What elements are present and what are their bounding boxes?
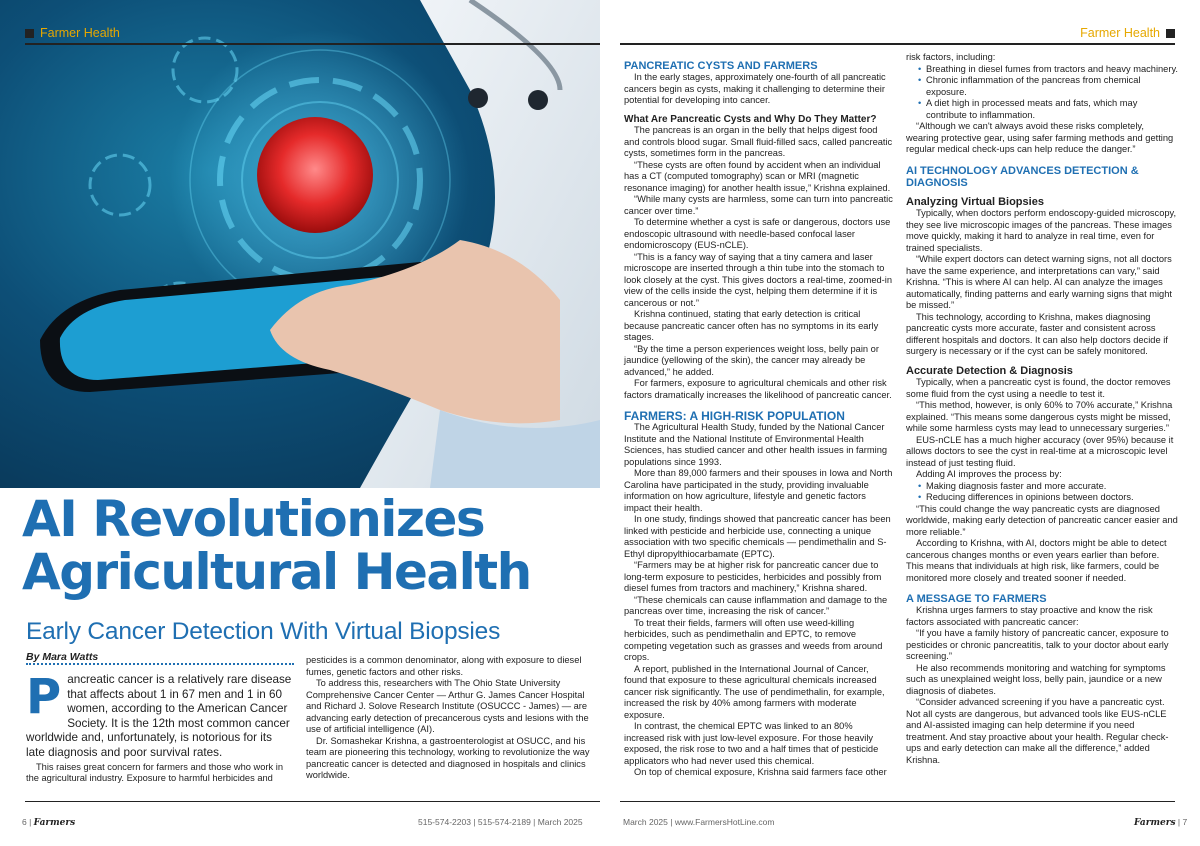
column-4 bbox=[906, 52, 1178, 766]
list-item: • A diet high in processed meats and fats, which may contribute to inflammation. bbox=[918, 98, 1178, 121]
section-header-right bbox=[1080, 25, 1175, 41]
paragraph: “These chemicals can cause inflammation and damage to the pancreas over time, increasing the risk of cancer.” bbox=[624, 594, 888, 616]
subsection-heading: Accurate Detection & Diagnosis bbox=[906, 364, 1073, 377]
byline: By Mara Watts bbox=[26, 651, 99, 663]
list-item: • Making diagnosis faster and more accurate. bbox=[918, 481, 1178, 493]
paragraph: EUS-nCLE has a much higher accuracy (over 95%) because it allows doctors to see the cyst in real-time at a microscopic level instead of just testing fluid. bbox=[906, 434, 1174, 468]
paragraph: Typically, when doctors perform endoscopy-guided microscopy, they see live microscopic images of the pancreas. These images move quickly, making it hard to analyze in real time, even for trained specialists. bbox=[906, 208, 1177, 253]
divider bbox=[25, 43, 600, 45]
list-item: • Breathing in diesel fumes from tractors and heavy machinery. bbox=[918, 64, 1178, 76]
paragraph: This raises great concern for farmers and those who work in the agricultural industry. Exposure to harmful herbicides and bbox=[26, 761, 283, 784]
column-2 bbox=[306, 655, 594, 782]
paragraph: Krishna urges farmers to stay proactive and know the risk factors associated with pancreatic cancer: bbox=[906, 605, 1153, 627]
paragraph: To determine whether a cyst is safe or dangerous, doctors use endoscopic ultrasound with needle-based confocal laser endomicroscopy (EUS-nCLE). bbox=[624, 217, 891, 250]
section-label: Farmer Health bbox=[40, 26, 120, 40]
paragraph: The Agricultural Health Study, funded by the National Cancer Institute and the National Institute of Environmental Health Sciences, has studied cancer and other health issues in farming populations since 1993. bbox=[624, 422, 888, 467]
paragraph: risk factors, including: bbox=[906, 52, 996, 62]
paragraph: “This is a fancy way of saying that a tiny camera and laser microscope are inserted through a thin tube into the stomach to look closely at the cyst. This gives doctors a real-time, zoomed-in view of the cells inside the cyst, helping them determine if it is cancerous or not.” bbox=[624, 251, 892, 308]
section-header-left bbox=[25, 25, 120, 41]
paragraph: “While many cysts are harmless, some can turn into pancreatic cancer over time.” bbox=[624, 194, 893, 216]
footer-contact: 515-574-2203 | 515-574-2189 | March 2025 bbox=[418, 817, 583, 827]
paragraph: A report, published in the International Journal of Cancer, found that exposure to these agricultural chemicals increased cancer risk significantly. The use of pendimethalin, for example, increased the risk by 40% among farmers with moderate exposure. bbox=[624, 663, 885, 720]
paragraph: To treat their fields, farmers will often use weed-killing herbicides, such as pendimethalin and EPTC, to remove competing vegetation such as grasses and weeds from around crops. bbox=[624, 617, 883, 662]
paragraph: “This method, however, is only 60% to 70% accurate,” Krishna explained. “This means some dangerous cysts might be missed, while some harmless cysts may lead to unnecessary surgeries.” bbox=[906, 400, 1173, 433]
risk-factor-list bbox=[906, 64, 1178, 122]
divider bbox=[25, 801, 600, 802]
paragraph: “This could change the way pancreatic cysts are diagnosed worldwide, making early detection of pancreatic cancer easier and more reliable.” bbox=[906, 503, 1178, 537]
paragraph: On top of chemical exposure, Krishna said farmers face other bbox=[634, 767, 887, 777]
paragraph: pesticides is a common denominator, along with exposure to diesel fumes, genetic factors and other risks. bbox=[306, 655, 582, 677]
paragraph: “By the time a person experiences weight loss, belly pain or jaundice (yellowing of the skin), the cancer may already be advanced,” he added. bbox=[624, 343, 879, 377]
paragraph: “Farmers may be at higher risk for pancreatic cancer due to long-term exposure to pesticides, herbicides and possibly from diesel fumes from tractors and machinery,” Krishna shared. bbox=[624, 560, 882, 593]
paragraph: In contrast, the chemical EPTC was linked to an 80% increased risk with just low-level exposure. For those heavily exposed, the risk rose to two and a half times that of pesticide applicators who had never used this chemical. bbox=[624, 721, 879, 766]
page-number: 6 bbox=[22, 817, 27, 827]
paragraph: Krishna continued, stating that early detection is critical because pancreatic cancer often has no symptoms in its early stages. bbox=[624, 309, 879, 342]
lead-paragraph bbox=[26, 669, 292, 785]
improvement-list bbox=[906, 481, 1178, 504]
title-line: AI Revolutionizes bbox=[22, 490, 485, 548]
section-label: Farmer Health bbox=[1080, 26, 1160, 40]
paragraph: Typically, when a pancreatic cyst is found, the doctor removes some fluid from the cyst using a needle to test it. bbox=[906, 377, 1171, 399]
footer-site: March 2025 | www.FarmersHotLine.com bbox=[623, 817, 775, 827]
section-heading: PANCREATIC CYSTS AND FARMERS bbox=[624, 60, 818, 72]
paragraph: More than 89,000 farmers and their spouses in Iowa and North Carolina have participated in the study, providing invaluable information on how agriculture, lifestyle and genetic factors impact their health. bbox=[624, 468, 893, 513]
hero-image bbox=[0, 0, 600, 488]
tablet-cell-illustration bbox=[0, 0, 600, 488]
article-subtitle: Early Cancer Detection With Virtual Biopsies bbox=[26, 618, 501, 645]
list-item: • Chronic inflammation of the pancreas from chemical exposure. bbox=[918, 75, 1178, 98]
paragraph: The pancreas is an organ in the belly that helps digest food and controls blood sugar. Small fluid-filled sacs, called pancreatic cysts, sometimes form in the pancreas. bbox=[624, 125, 893, 158]
dotted-divider bbox=[26, 663, 294, 665]
section-heading: FARMERS: A HIGH-RISK POPULATION bbox=[624, 409, 845, 423]
paragraph: “While expert doctors can detect warning signs, not all doctors have the same experience, and interpretations can vary,” said Krishna. “This is where AI can help. AI can analyze the images automatically, finding patterns and early warning signs that might be missed.” bbox=[906, 254, 1172, 310]
paragraph: “Consider advanced screening if you have a pancreatic cyst. Not all cysts are dangerous, but advanced tools like EUS-nCLE and AI-assisted imaging can help determine if you need treatment. And stay proactive about your health. Regular check-ups and early detection can make all the difference,” added Krishna. bbox=[906, 697, 1169, 765]
paragraph: He also recommends monitoring and watching for symptoms such as unexplained weight loss, belly pain, jaundice or a new diagnosis of diabetes. bbox=[906, 662, 1166, 696]
paragraph: This technology, according to Krishna, makes diagnosing pancreatic cysts more accurate, faster and consistent across different hospitals and doctors. It can also help doctors decide if surgery is necessary or if the cyst can be safely monitored. bbox=[906, 311, 1168, 356]
article-title bbox=[22, 490, 602, 601]
brand-logo: Farmers bbox=[33, 818, 76, 828]
header-square-icon bbox=[1166, 29, 1175, 38]
paragraph: According to Krishna, with AI, doctors might be able to detect cancerous changes months or even years earlier than before. This means that individuals at high risk, like farmers, could be monitored more closely and treated sooner if needed. bbox=[906, 538, 1167, 583]
brand-logo: Farmers bbox=[1134, 818, 1176, 828]
lead-text: ancreatic cancer is a relatively rare disease that affects about 1 in 67 men and 1 in 60 women, according to the American Cancer Society. It is the 12th most common cancer worldwide and, unfortunately, is notorious for its late diagnosis and poor survival rates. bbox=[26, 673, 292, 759]
page-number: 7 bbox=[1182, 817, 1188, 827]
footer-left: 6 | Farmers bbox=[22, 817, 76, 828]
column-3 bbox=[624, 52, 894, 779]
title-line: Agricultural Health bbox=[22, 543, 531, 601]
divider bbox=[620, 801, 1175, 802]
divider bbox=[620, 43, 1175, 45]
section-heading: AI TECHNOLOGY ADVANCES DETECTION & DIAGNOSIS bbox=[906, 164, 1139, 189]
section-heading: A MESSAGE TO FARMERS bbox=[906, 593, 1047, 605]
paragraph: For farmers, exposure to agricultural chemicals and other risk factors dramatically increases the likelihood of pancreatic cancer. bbox=[624, 378, 892, 400]
drop-cap: P bbox=[26, 669, 62, 725]
paragraph: “These cysts are often found by accident when an individual has a CT (computed tomography) scan or MRI (magnetic resonance imaging) for another health issue,” Krishna explained. bbox=[624, 159, 891, 193]
paragraph: Dr. Somashekar Krishna, a gastroenterologist at OSUCC, and his team are pioneering this technology, working to revolutionize the way pancreatic cancer is detected and diagnosed in hospitals and clinics worldwide. bbox=[306, 735, 590, 780]
paragraph: Adding AI improves the process by: bbox=[916, 469, 1062, 479]
paragraph: “If you have a family history of pancreatic cancer, exposure to pesticides or chronic pancreatitis, talk to your doctor about early screening.” bbox=[906, 628, 1169, 661]
paragraph: To address this, researchers with The Ohio State University Comprehensive Cancer Center — Arthur G. James Cancer Hospital and Richard J. Solove Research Institute (OSUCCC - James) — are advancing early detection of precancerous cysts and lesions with the use of artificial intelligence (AI). bbox=[306, 678, 589, 734]
header-square-icon bbox=[25, 29, 34, 38]
paragraph: In the early stages, approximately one-fourth of all pancreatic cancers begin as cysts, making it challenging to determine their potential for developing into cancer. bbox=[624, 72, 886, 105]
subsection-heading: What Are Pancreatic Cysts and Why Do They Matter? bbox=[624, 113, 877, 125]
paragraph: In one study, findings showed that pancreatic cancer has been linked with pesticide and herbicide use, connecting a unique association with two specific chemicals — pendimethalin and S-Ethyl dipropylthiocarbamate (EPTC). bbox=[624, 514, 891, 559]
footer-right: Farmers | 7 bbox=[1134, 817, 1188, 828]
paragraph: “Although we can't always avoid these risks completely, wearing protective gear, using safer farming methods and getting regular medical check-ups can help reduce the danger.” bbox=[906, 121, 1174, 154]
list-item: • Reducing differences in opinions between doctors. bbox=[918, 492, 1178, 504]
subsection-heading: Analyzing Virtual Biopsies bbox=[906, 195, 1044, 208]
